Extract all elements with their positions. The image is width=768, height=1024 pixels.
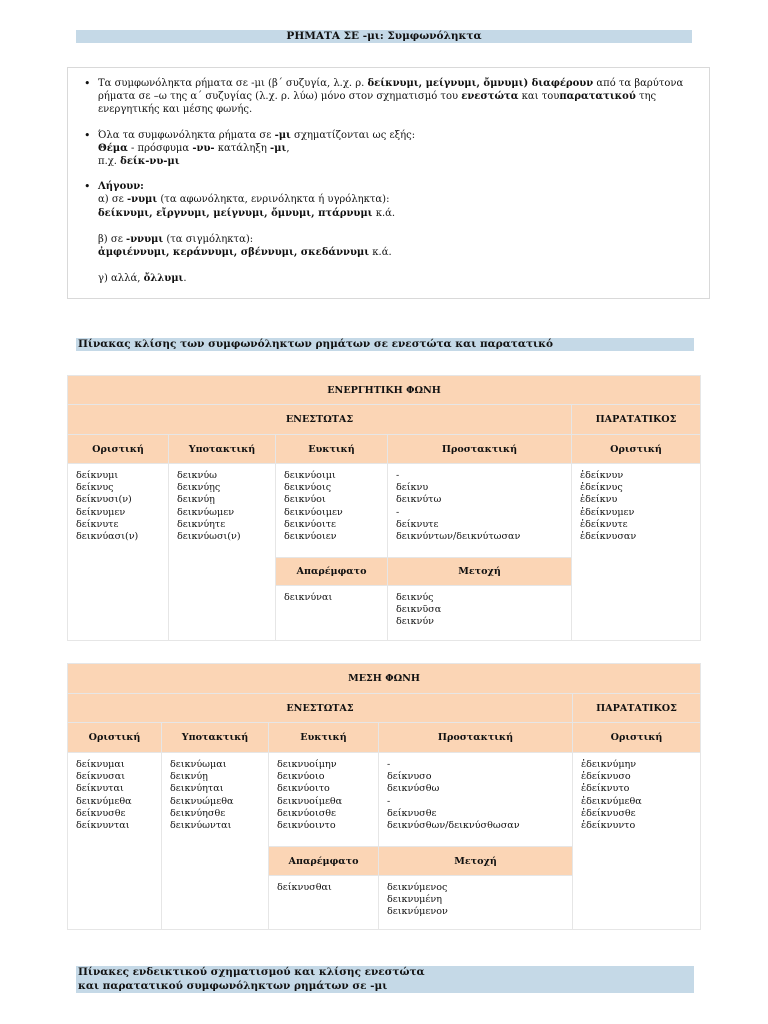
indicative-forms: δείκνυμι δείκνυς δείκνυσι(ν) δείκνυμεν δείκνυτε δεικνύασι(ν) bbox=[68, 464, 169, 641]
infinitive-forms: δείκνυσθαι bbox=[269, 876, 379, 930]
imperfect-header: ΠΑΡΑΤΑΤΙΚΟΣ bbox=[573, 694, 701, 723]
note-item-2: • Όλα τα συμφωνόληκτα ρήματα σε -μι σχηματίζονται ως εξής: Θέμα - πρόσφυμα -νυ- κατάληξη -μι, π.χ. δείκ-νυ-μι bbox=[98, 129, 709, 169]
voice-header: ΕΝΕΡΓΗΤΙΚΗ ΦΩΝΗ bbox=[68, 376, 701, 405]
active-voice-table bbox=[67, 375, 701, 641]
section-heading-line-1: Πίνακες ενδεικτικού σχηματισμού και κλίσης ενεστώτα bbox=[78, 966, 425, 978]
indicative-header: Οριστική bbox=[68, 723, 162, 753]
imperative-forms: - δείκνυ δεικνύτω - δείκνυτε δεικνύντων/δεικνύτωσαν bbox=[388, 464, 572, 558]
present-header: ΕΝΕΣΤΩΤΑΣ bbox=[68, 694, 573, 723]
subjunctive-header: Υποτακτική bbox=[169, 435, 276, 464]
subjunctive-forms: δεικνύω δεικνύῃς δεικνύῃ δεικνύωμεν δεικνύητε δεικνύωσι(ν) bbox=[169, 464, 276, 641]
imperfect-indicative-header: Οριστική bbox=[572, 435, 701, 464]
participle-forms: δεικνύς δεικνῦσα δεικνύν bbox=[388, 586, 572, 641]
indicative-header: Οριστική bbox=[68, 435, 169, 464]
subjunctive-header: Υποτακτική bbox=[162, 723, 269, 753]
voice-header: ΜΕΣΗ ΦΩΝΗ bbox=[68, 664, 701, 694]
optative-header: Ευκτική bbox=[269, 723, 379, 753]
subjunctive-forms: δεικνύωμαι δεικνύῃ δεικνύηται δεικνυώμεθα δεικνύησθε δεικνύωνται bbox=[162, 753, 269, 930]
participle-header: Μετοχή bbox=[388, 558, 572, 586]
imperfect-header: ΠΑΡΑΤΑΤΙΚΟΣ bbox=[572, 405, 701, 435]
infinitive-forms: δεικνύναι bbox=[276, 586, 388, 641]
section-heading-declension: Πίνακας κλίσης των συμφωνόληκτων ρημάτων σε ενεστώτα και παρατατικό bbox=[76, 338, 694, 351]
note-item-1: • Τα συμφωνόληκτα ρήματα σε -μι (β΄ συζυγία, λ.χ. ρ. δείκνυμι, μείγνυμι, ὄμνυμι) διαφέρουν από τα βαρύτονα ρήματα σε –ω της α΄ συζυγίας (λ.χ. ρ. λύω) μόνο στον σχηματισμό του ενεστώτα και τουπαρατατικού της ενεργητικής και μέσης φωνής. bbox=[98, 77, 709, 117]
present-header: ΕΝΕΣΤΩΤΑΣ bbox=[68, 405, 572, 435]
optative-header: Ευκτική bbox=[276, 435, 388, 464]
note-item-3: • Λήγουν: α) σε -νυμι (τα αφωνόληκτα, ενρινόληκτα ή υγρόληκτα): δείκνυμι, εἴργνυμι, μείγνυμι, ὄμνυμι, πτάρνυμι κ.ά. β) σε -ννυμι (τα σιγμόληκτα): ἀμφιέννυμι, κεράννυμι, σβέννυμι, σκεδάννυμι κ.ά. γ) αλλά, ὄλλυμι. bbox=[98, 180, 709, 285]
optative-forms: δεικνύοιμι δεικνύοις δεικνύοι δεικνύοιμεν δεικνύοιτε δεικνύοιεν bbox=[276, 464, 388, 558]
middle-voice-table bbox=[67, 663, 701, 930]
imperfect-indicative-forms: ἐδεικνύμην ἐδείκνυσο ἐδείκνυτο ἐδεικνύμεθα ἐδείκνυσθε ἐδείκνυντο bbox=[573, 753, 701, 930]
infinitive-header: Απαρέμφατο bbox=[269, 847, 379, 876]
participle-header: Μετοχή bbox=[379, 847, 573, 876]
notes-box bbox=[67, 67, 710, 299]
imperfect-indicative-header: Οριστική bbox=[573, 723, 701, 753]
page-title: ΡΗΜΑΤΑ ΣΕ -μι: Συμφωνόληκτα bbox=[76, 30, 692, 43]
section-heading-line-2: και παρατατικού συμφωνόληκτων ρημάτων σε -μι bbox=[78, 979, 388, 992]
imperative-header: Προστακτική bbox=[379, 723, 573, 753]
imperative-forms: - δείκνυσο δεικνύσθω - δείκνυσθε δεικνύσθων/δεικνύσθωσαν bbox=[379, 753, 573, 847]
imperfect-indicative-forms: ἐδείκνυν ἐδείκνυς ἐδείκνυ ἐδείκνυμεν ἐδείκνυτε ἐδείκνυσαν bbox=[572, 464, 701, 641]
section-heading-formation bbox=[76, 966, 694, 993]
optative-forms: δεικνυοίμην δεικνύοιο δεικνύοιτο δεικνυοίμεθα δεικνύοισθε δεικνύοιντο bbox=[269, 753, 379, 847]
participle-forms: δεικνύμενος δεικνυμένη δεικνύμενον bbox=[379, 876, 573, 930]
imperative-header: Προστακτική bbox=[388, 435, 572, 464]
indicative-forms: δείκνυμαι δείκνυσαι δείκνυται δεικνύμεθα δείκνυσθε δείκνυνται bbox=[68, 753, 162, 930]
infinitive-header: Απαρέμφατο bbox=[276, 558, 388, 586]
